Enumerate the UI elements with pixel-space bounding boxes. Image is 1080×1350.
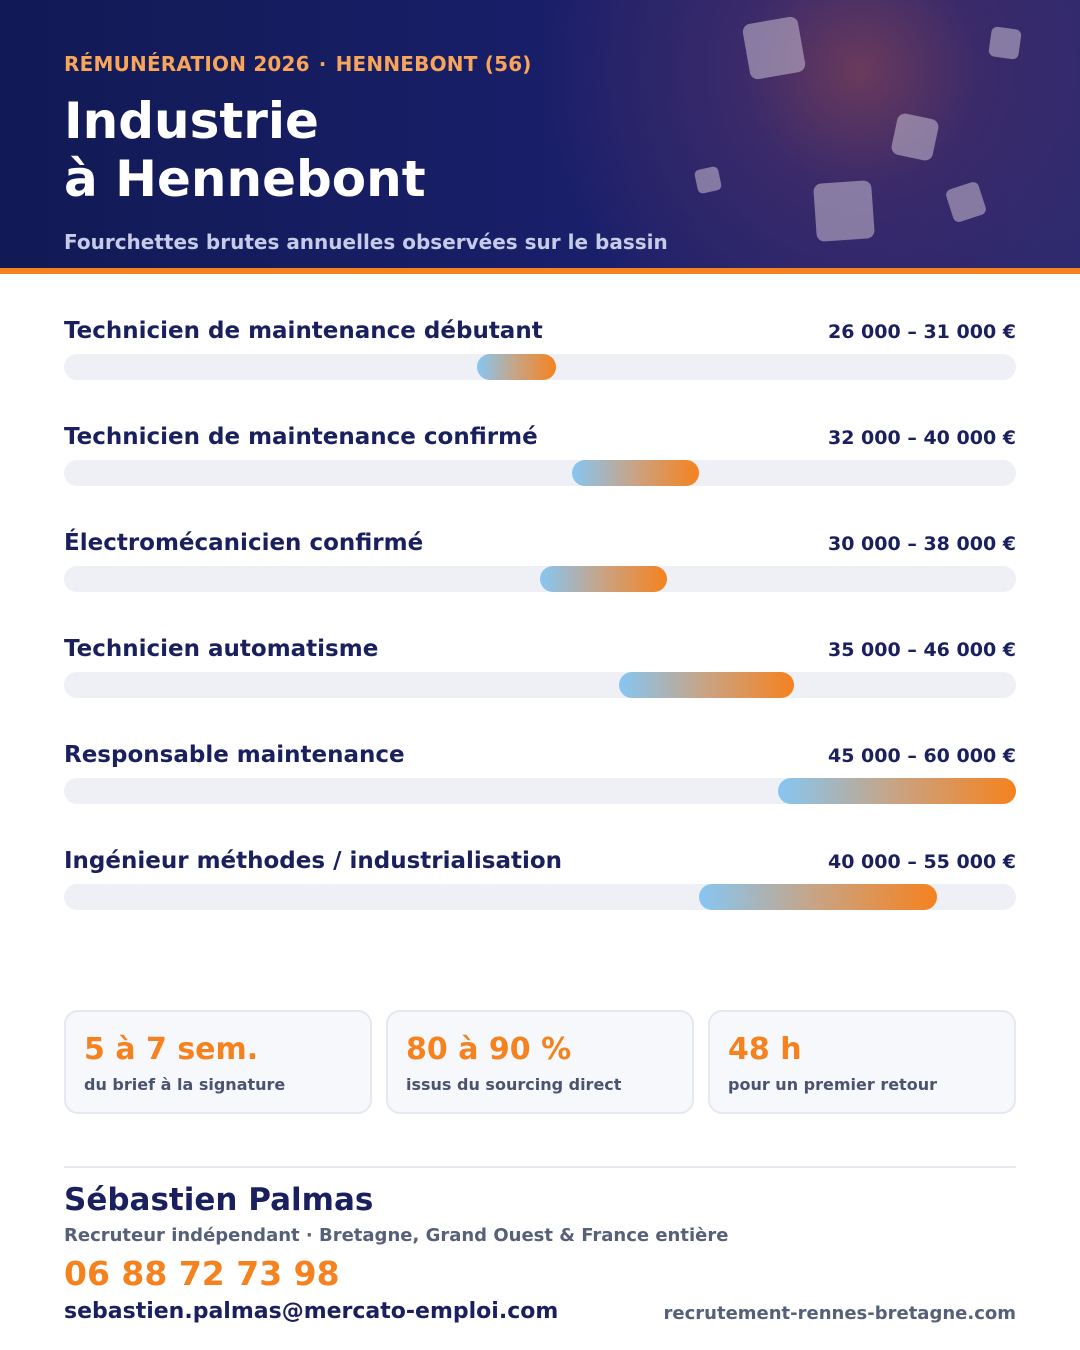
header-accent-bar xyxy=(0,268,1080,274)
salary-row xyxy=(64,848,1016,954)
stats-row xyxy=(64,1010,1016,1114)
stat-card xyxy=(386,1010,694,1114)
range-track xyxy=(64,672,1016,698)
salary-range-text: 32 000 – 40 000 € xyxy=(828,427,1016,449)
salary-range-bar xyxy=(699,884,937,910)
contact-email-link[interactable]: sebastien.palmas@mercato-emploi.com xyxy=(64,1299,559,1324)
website-link[interactable]: recrutement-rennes-bretagne.com xyxy=(663,1303,1016,1324)
salary-range-bar xyxy=(778,778,1016,804)
decorative-square xyxy=(742,16,807,81)
decorative-square xyxy=(813,180,875,242)
range-track xyxy=(64,884,1016,910)
range-track xyxy=(64,566,1016,592)
job-title: Électromécanicien confirmé xyxy=(64,530,424,556)
job-title: Technicien automatisme xyxy=(64,636,379,662)
salary-row xyxy=(64,742,1016,848)
eyebrow xyxy=(64,52,532,76)
salary-range-bar xyxy=(477,354,556,380)
job-title: Responsable maintenance xyxy=(64,742,405,768)
salary-range-text: 26 000 – 31 000 € xyxy=(828,321,1016,343)
contact-phone-link[interactable]: 06 88 72 73 98 xyxy=(64,1254,340,1293)
salary-row xyxy=(64,318,1016,424)
salary-range-text: 40 000 – 55 000 € xyxy=(828,851,1016,873)
title-line-1: Industrie xyxy=(64,92,319,150)
salary-range-bar xyxy=(540,566,667,592)
eyebrow-location: HENNEBONT (56) xyxy=(335,52,532,76)
header-banner xyxy=(0,0,1080,268)
salary-ranges xyxy=(64,318,1016,954)
divider xyxy=(64,1166,1016,1168)
page-title xyxy=(64,92,426,208)
decorative-square xyxy=(988,26,1022,60)
salary-range-bar xyxy=(572,460,699,486)
stat-label: pour un premier retour xyxy=(728,1075,937,1094)
job-title: Technicien de maintenance confirmé xyxy=(64,424,538,450)
eyebrow-separator: · xyxy=(318,52,327,76)
salary-range-text: 45 000 – 60 000 € xyxy=(828,745,1016,767)
title-line-2: à Hennebont xyxy=(64,150,426,208)
range-track xyxy=(64,460,1016,486)
job-title: Ingénieur méthodes / industrialisation xyxy=(64,848,563,874)
decorative-square xyxy=(694,166,722,194)
salary-range-text: 35 000 – 46 000 € xyxy=(828,639,1016,661)
contact-role: Recruteur indépendant · Bretagne, Grand Ouest & France entière xyxy=(64,1225,729,1246)
stat-card xyxy=(708,1010,1016,1114)
range-track xyxy=(64,354,1016,380)
eyebrow-topic: RÉMUNÉRATION 2026 xyxy=(64,52,310,76)
stat-card xyxy=(64,1010,372,1114)
range-track xyxy=(64,778,1016,804)
salary-row xyxy=(64,424,1016,530)
stat-label: issus du sourcing direct xyxy=(406,1075,622,1094)
page-subtitle: Fourchettes brutes annuelles observées sur le bassin xyxy=(64,230,668,254)
stat-value: 48 h xyxy=(728,1032,802,1067)
contact-name: Sébastien Palmas xyxy=(64,1182,374,1218)
salary-row xyxy=(64,530,1016,636)
salary-row xyxy=(64,636,1016,742)
stat-value: 80 à 90 % xyxy=(406,1032,572,1067)
salary-range-text: 30 000 – 38 000 € xyxy=(828,533,1016,555)
decorative-square xyxy=(945,181,988,224)
decorative-square xyxy=(890,112,940,162)
stat-label: du brief à la signature xyxy=(84,1075,286,1094)
job-title: Technicien de maintenance débutant xyxy=(64,318,543,344)
salary-range-bar xyxy=(619,672,794,698)
stat-value: 5 à 7 sem. xyxy=(84,1032,259,1067)
